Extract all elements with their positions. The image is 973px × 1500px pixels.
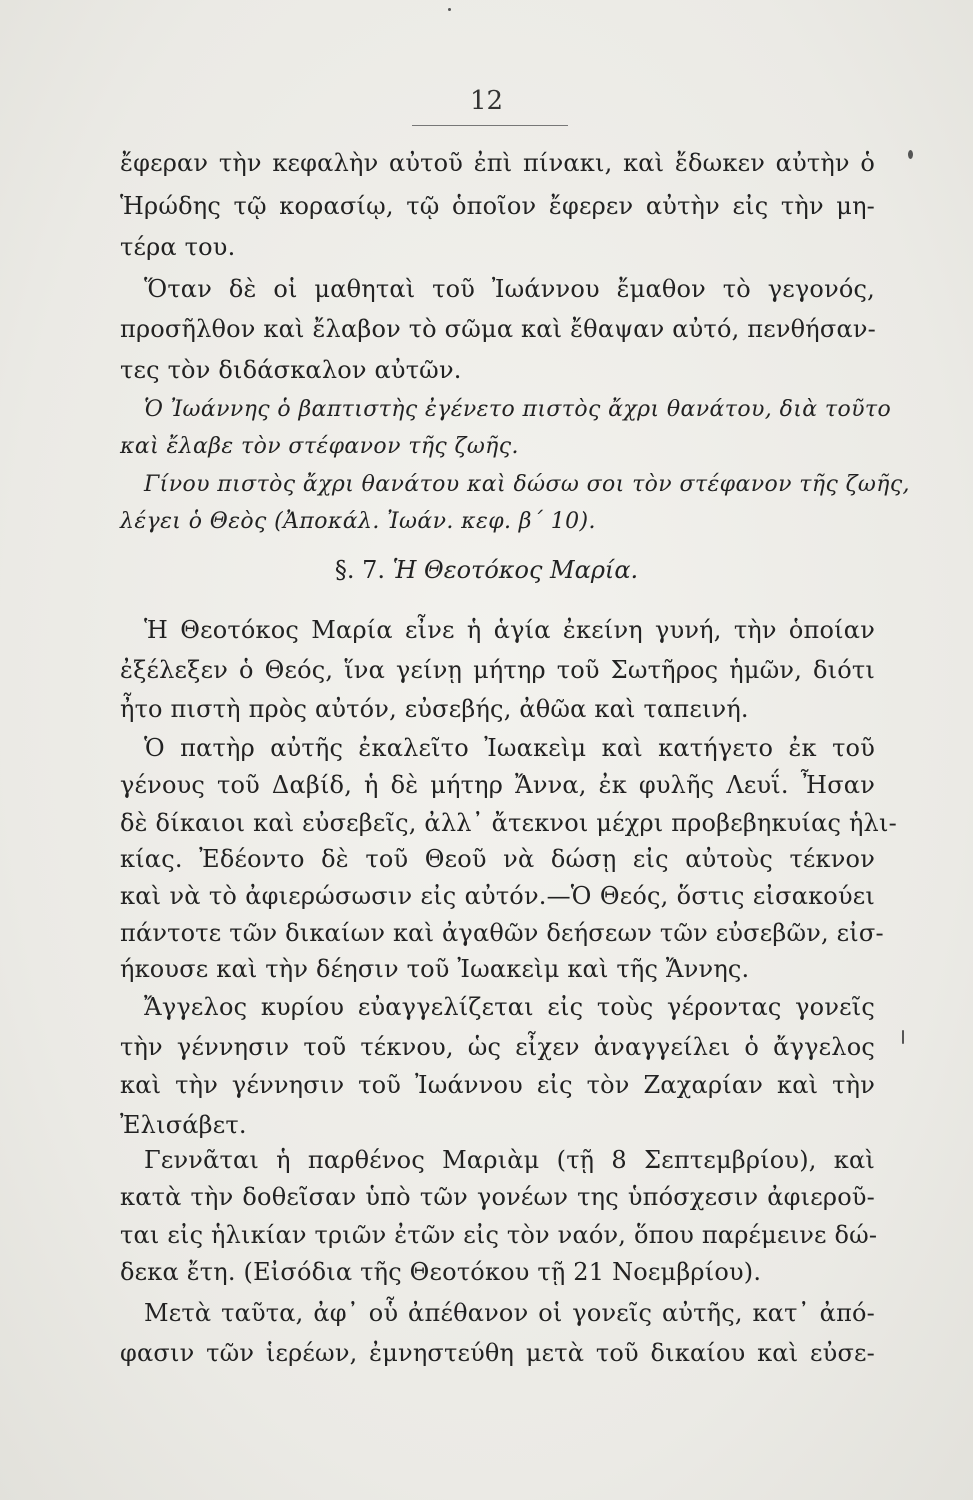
text-line: ήκουσε καὶ τὴν δέησιν τοῦ Ἰωακεὶμ καὶ τῆς Ἄννης.	[120, 955, 750, 983]
scripture-reference: λέγει ὁ Θεὸς (Ἀποκάλ. Ἰωάν. κεφ. β΄ 10).	[120, 509, 596, 534]
text-line: τέρα του.	[120, 233, 236, 261]
text-line: ἐξέλεξεν ὁ Θεός, ἵνα γείνῃ μήτηρ τοῦ Σωτῆρος ἡμῶν, διότι	[120, 656, 875, 684]
paper-speck	[902, 1030, 904, 1044]
text-line: πάντοτε τῶν δικαίων καὶ ἀγαθῶν δεήσεων τῶν εὐσεβῶν, εἰσ-	[120, 919, 884, 947]
text-line: προσῆλθον καὶ ἔλαβον τὸ σῶμα καὶ ἔθαψαν αὐτό, πενθήσαν-	[120, 315, 876, 343]
section-title: Ἡ Θεοτόκος Μαρία.	[392, 556, 639, 584]
text-line: Ὅταν δὲ οἱ μαθηταὶ τοῦ Ἰωάννου ἔμαθον τὸ γεγονός,	[144, 275, 875, 303]
text-line: κίας. Ἐδέοντο δὲ τοῦ Θεοῦ νὰ δώσῃ εἰς αὐτοὺς τέκνον	[120, 845, 875, 873]
text-line: Ἡ Θεοτόκος Μαρία εἶνε ἡ ἁγία ἐκείνη γυνή, τὴν ὁποίαν	[144, 616, 875, 644]
text-line: καὶ νὰ τὸ ἀφιερώσωσιν εἰς αὐτόν.—Ὁ Θεός, ὅστις εἰσακούει	[120, 882, 875, 910]
text-line: καὶ τὴν γέννησιν τοῦ Ἰωάννου εἰς τὸν Ζαχαρίαν καὶ τὴν	[120, 1071, 875, 1099]
header-rule	[412, 125, 568, 126]
text-line: Ἐλισάβετ.	[120, 1111, 247, 1139]
text-line: ἔφεραν τὴν κεφαλὴν αὐτοῦ ἐπὶ πίνακι, καὶ ἔδωκεν αὐτὴν ὁ	[120, 149, 875, 177]
paper-speck	[448, 8, 451, 11]
scripture-line: Γίνου πιστὸς ἄχρι θανάτου καὶ δώσω σοι τὸν στέφανον τῆς ζωῆς,	[144, 472, 910, 497]
text-line: Ὁ πατὴρ αὐτῆς ἐκαλεῖτο Ἰωακεὶμ καὶ κατήγετο ἐκ τοῦ	[144, 734, 875, 762]
text-line: κατὰ τὴν δοθεῖσαν ὑπὸ τῶν γονέων της ὑπόσχεσιν ἀφιεροῦ-	[120, 1183, 875, 1211]
text-line: γένους τοῦ Δαβίδ, ἡ δὲ μήτηρ Ἄννα, ἐκ φυλῆς Λευΐ. Ἦσαν	[120, 771, 875, 799]
text-line: δὲ δίκαιοι καὶ εὐσεβεῖς, ἀλλ᾽ ἄτεκνοι μέχρι προβεβηκυίας ἡλι-	[120, 809, 897, 837]
text-line: φασιν τῶν ἱερέων, ἐμνηστεύθη μετὰ τοῦ δικαίου καὶ εὐσε-	[120, 1339, 875, 1367]
text-line: Μετὰ ταῦτα, ἀφ᾽ οὗ ἀπέθανον οἱ γονεῖς αὐτῆς, κατ᾽ ἀπό-	[144, 1299, 875, 1327]
text-line: Γεννᾶται ἡ παρθένος Μαριὰμ (τῇ 8 Σεπτεμβρίου), καὶ	[144, 1146, 875, 1174]
text-line: τὴν γέννησιν τοῦ τέκνου, ὡς εἶχεν ἀναγγείλει ὁ ἄγγελος	[120, 1033, 875, 1061]
text-line: ἦτο πιστὴ πρὸς αὐτόν, εὐσεβής, ἀθῶα καὶ ταπεινή.	[120, 695, 749, 723]
text-line: τες τὸν διδάσκαλον αὐτῶν.	[120, 356, 462, 384]
text-line: δεκα ἔτη. (Εἰσόδια τῆς Θεοτόκου τῇ 21 Νοεμβρίου).	[120, 1258, 762, 1286]
text-line: Ἄγγελος κυρίου εὐαγγελίζεται εἰς τοὺς γέροντας γονεῖς	[144, 993, 875, 1021]
quote-line: καὶ ἔλαβε τὸν στέφανον τῆς ζωῆς.	[120, 434, 519, 459]
section-number: §. 7.	[334, 556, 385, 584]
text-line: ται εἰς ἡλικίαν τριῶν ἐτῶν εἰς τὸν ναόν, ὅπου παρέμεινε δώ-	[120, 1221, 878, 1249]
paper-speck	[908, 150, 913, 159]
text-line: Ἡρώδης τῷ κορασίῳ, τῷ ὁποῖον ἔφερεν αὐτὴν εἰς τὴν μη-	[120, 192, 875, 220]
page-number: 12	[469, 86, 504, 116]
section-heading	[0, 553, 973, 587]
quote-line: Ὁ Ἰωάννης ὁ βαπτιστὴς ἐγένετο πιστὸς ἄχρι θανάτου, διὰ τοῦτο	[144, 397, 892, 422]
